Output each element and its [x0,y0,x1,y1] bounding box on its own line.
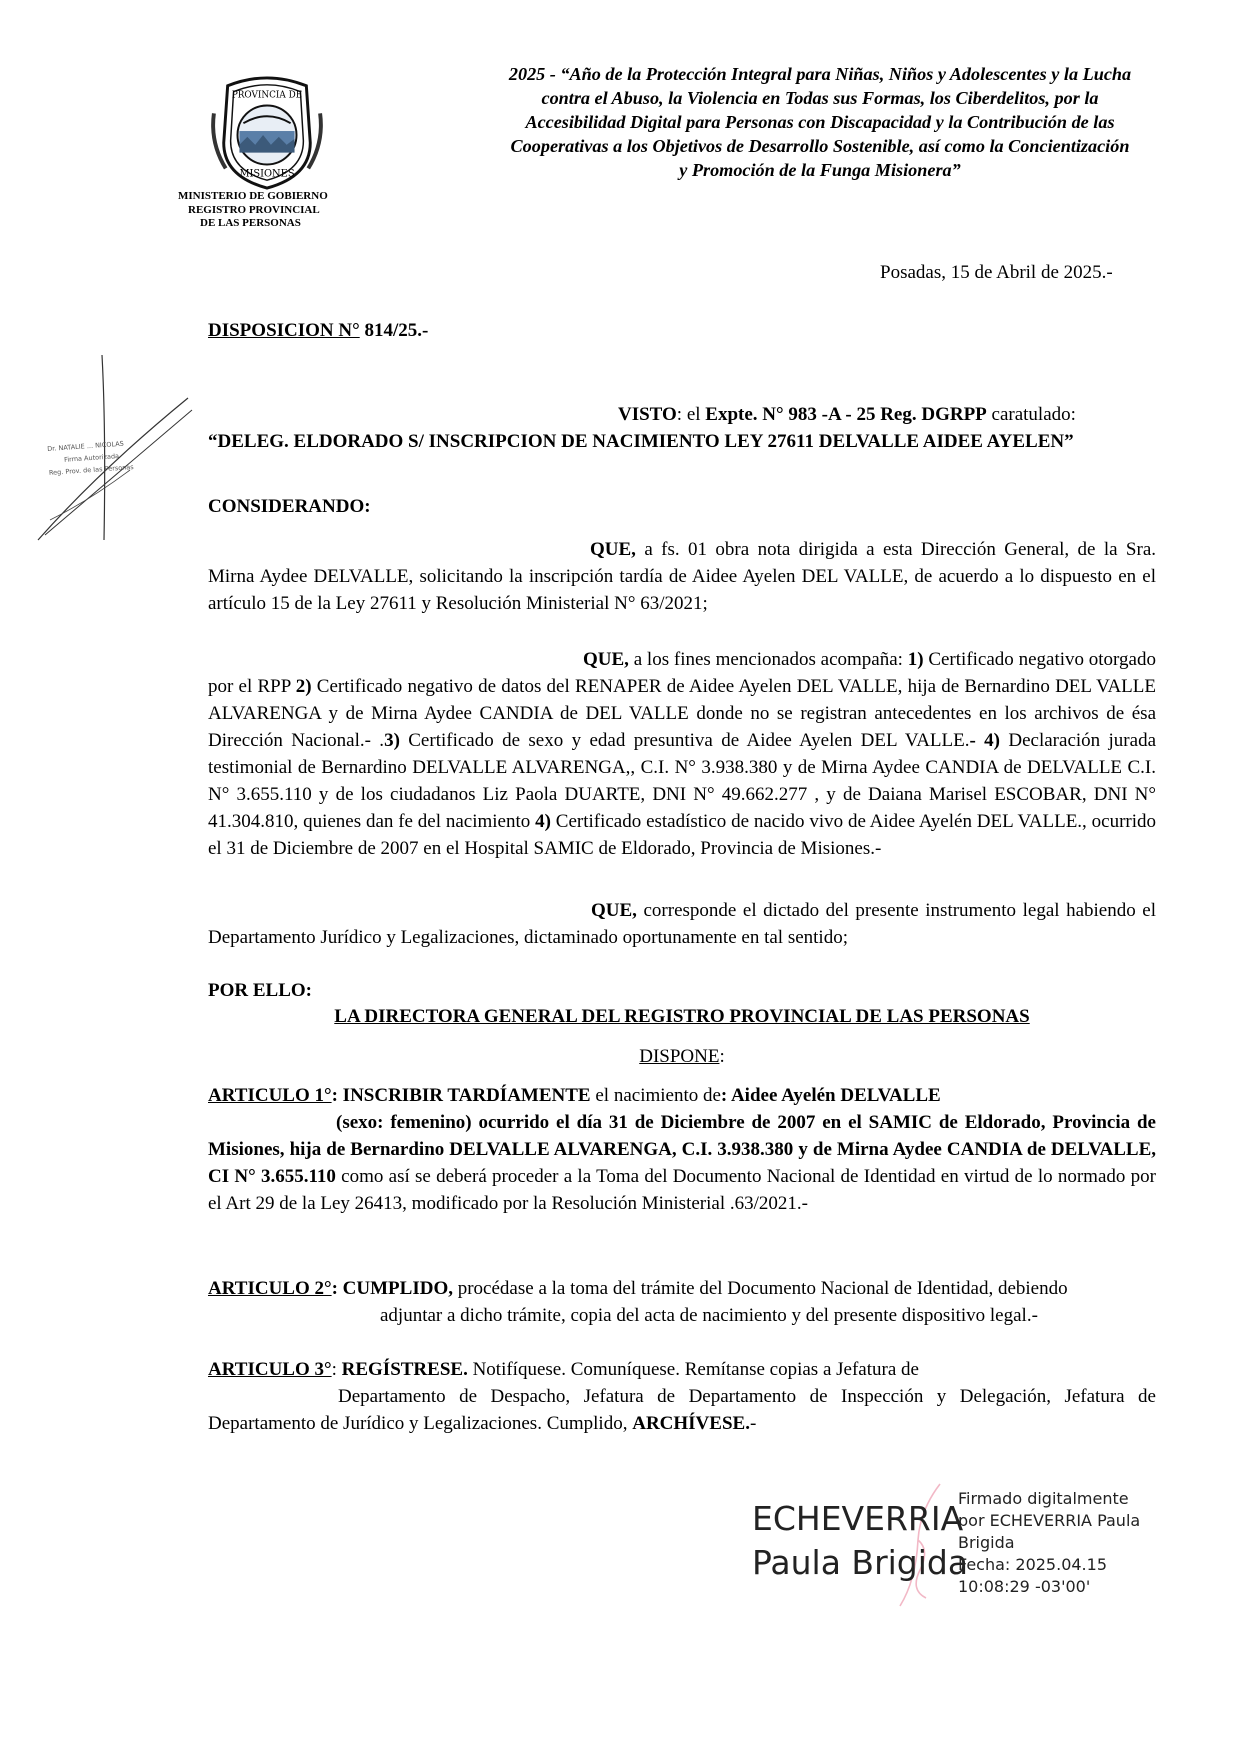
signer-name: ECHEVERRIA Paula Brigida [752,1499,969,1582]
motto-line: Accesibilidad Digital para Personas con Discapacidad y la Contribución de las [525,112,1115,132]
motto-line: y Promoción de la Funga Misionera” [679,160,961,180]
document-date: Posadas, 15 de Abril de 2025.- [880,262,1113,283]
expediente-title: “DELEG. ELDORADO S/ INSCRIPCION DE NACIMIENTO LEY 27611 DELVALLE AIDEE AYELEN” [208,431,1074,452]
articulo-1: ARTICULO 1°: INSCRIBIR TARDÍAMENTE el nacimiento de: Aidee Ayelén DELVALLE (sexo: femenino) ocurrido el día 31 de Diciembre de 2007 en el SAMIC de Eldorado, Provincia de Misiones, hija de Bernardino DELVALLE ALVARENGA, C.I. 3.938.380 y de Mirna Aydee CANDIA de DELVALLE, CI N° 3.655.110 como así se deberá proceder a la Toma del Documento Nacional de Identidad en virtud de lo normado por el Art 29 de la Ley 26413, modificado por la Resolución Ministerial .63/2021.- [208,1085,1156,1214]
svg-text:MISIONES: MISIONES [239,168,295,180]
ministry-line: REGISTRO PROVINCIAL [188,203,320,216]
disposicion-label: DISPOSICION N° [208,320,360,341]
considerando-que-1: QUE, a fs. 01 obra nota dirigida a esta Dirección General, de la Sra. Mirna Aydee DELVALLE, solicitando la inscripción tardía de Aidee Ayelen DEL VALLE, de acuerdo a lo dispuesto en el artículo 15 de la Ley 27611 y Resolución Ministerial N° 63/2021; [208,539,1156,614]
articulo-2: ARTICULO 2°: CUMPLIDO, procédase a la toma del trámite del Documento Nacional de Identidad, debiendo adjuntar a dicho trámite, copia del acta de nacimiento y del presente dispositivo legal.- [208,1278,1068,1326]
disposicion-number [208,320,428,342]
que-label: QUE, [590,539,636,560]
articulo-label: ARTICULO 1° [208,1085,332,1106]
expediente: Expte. N° 983 -A - 25 Reg. DGRPP [705,404,987,425]
margin-stamp: Dr. NATALIE ... NICOLAS Firma Autorizada Reg. Prov. de las Personas [46,439,134,477]
ministry-block [178,190,358,231]
articulo-label: ARTICULO 2° [208,1278,332,1299]
digital-signature-info: Firmado digitalmente por ECHEVERRIA Paula Brigida Fecha: 2025.04.15 10:08:29 -03'00' [958,1489,1141,1596]
ministry-line: MINISTERIO DE GOBIERNO [178,190,328,202]
por-ello-heading: POR ELLO: [208,980,312,1001]
considerando-que-2: QUE, a los fines mencionados acompaña: 1) Certificado negativo otorgado por el RPP 2) Certificado negativo de datos del RENAPER de Aidee Ayelen DEL VALLE, hija de Bernardino DEL VALLE ALVARENGA y de Mirna Aydee CANDIA de DEL VALLE donde no se registran antecedentes en los archivos de ésa Dirección Nacional.- .3) Certificado de sexo y edad presuntiva de Aidee Ayelen DEL VALLE.- 4) Declaración jurada testimonial de Bernardino DELVALLE ALVARENGA,, C.I. N° 3.938.380 y de Mirna Aydee CANDIA de DELVALLE C.I. N° 3.655.110 y de los ciudadanos Liz Paola DUARTE, DNI N° 49.662.277 , y de Daiana Marisel ESCOBAR, DNI N° 41.304.810, quienes dan fe del nacimiento 4) Certificado estadístico de nacido vivo de Aidee Ayelén DEL VALLE., ocurrido el 31 de Diciembre de 2007 en el Hospital SAMIC de Eldorado, Provincia de Misiones.- [208,649,1157,859]
que-label: QUE, [591,900,637,921]
articulo-label: ARTICULO 3° [208,1359,332,1380]
directora-heading: LA DIRECTORA GENERAL DEL REGISTRO PROVINCIAL DE LAS PERSONAS [334,1006,1030,1027]
motto-line: 2025 - “Año de la Protección Integral para Niñas, Niños y Adolescentes y la Lucha [508,64,1132,84]
que-label: QUE, [583,649,629,670]
visto-label: VISTO [618,404,677,425]
disposicion-value: 814/25.- [359,320,429,341]
considerando-heading: CONSIDERANDO: [208,496,371,517]
dispone-heading: DISPONE: [639,1046,725,1067]
motto-line: Cooperativas a los Objetivos de Desarrollo Sostenible, así como la Concientización [510,136,1130,156]
ministry-line: DE LAS PERSONAS [200,217,301,229]
considerando-que-3: QUE, corresponde el dictado del presente instrumento legal habiendo el Departamento Jurídico y Legalizaciones, dictaminado oportunamente en tal sentido; [208,900,1156,948]
articulo-3: ARTICULO 3°: REGÍSTRESE. Notifíquese. Comuníquese. Remítanse copias a Jefatura de Departamento de Despacho, Jefatura de Departamento de Inspección y Delegación, Jefatura de Departamento de Jurídico y Legalizaciones. Cumplido, ARCHÍVESE.- [208,1359,1156,1434]
province-crest-logo [208,74,326,192]
visto-paragraph: VISTO: el Expte. N° 983 -A - 25 Reg. DGRPP caratulado: “DELEG. ELDORADO S/ INSCRIPCION DE NACIMIENTO LEY 27611 DELVALLE AIDEE AYELEN” [208,404,1076,452]
motto-line: contra el Abuso, la Violencia en Todas sus Formas, los Ciberdelitos, por la [541,88,1099,108]
svg-text:PROVINCIA DE: PROVINCIA DE [231,90,303,101]
header-motto [440,62,1200,182]
